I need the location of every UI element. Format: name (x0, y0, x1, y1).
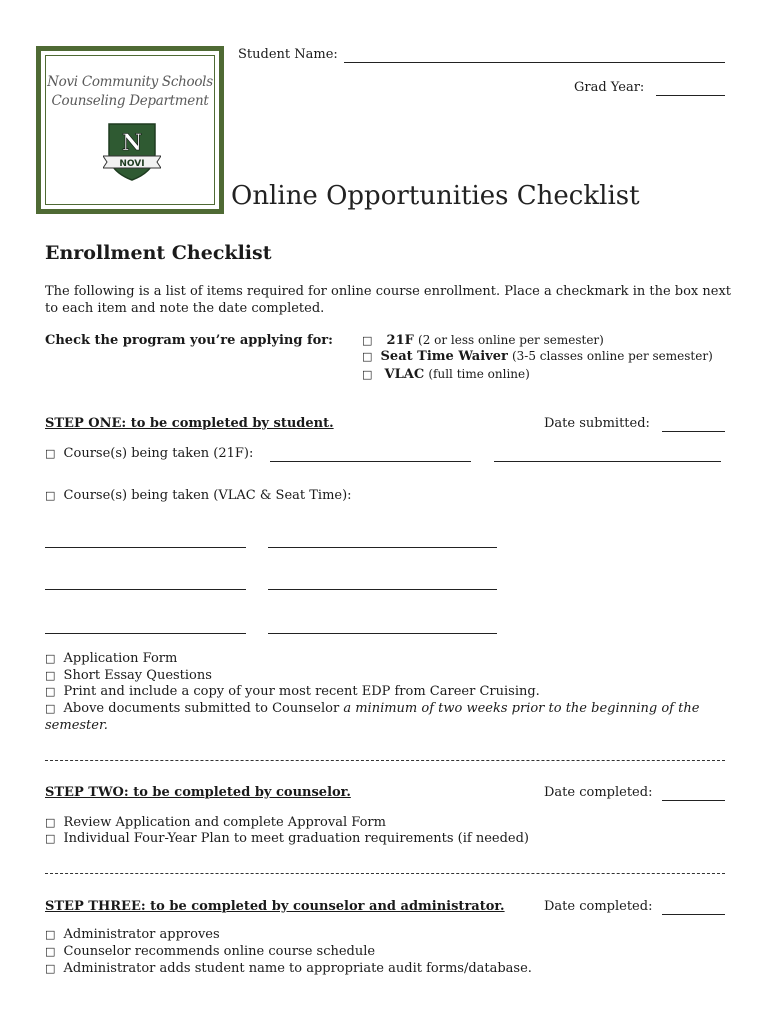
step-three-date-label: Date completed: (544, 899, 653, 914)
checklist-item-label: Application Form (63, 651, 178, 666)
course-line[interactable] (268, 633, 497, 634)
program-option-21f[interactable] (362, 333, 604, 348)
counseling-logo (36, 46, 224, 214)
step-one-date-label: Date submitted: (544, 416, 650, 431)
checklist-item-label: Individual Four-Year Plan to meet graduation requirements (if needed) (63, 831, 529, 846)
courses-vlac-label: Course(s) being taken (VLAC & Seat Time): (63, 488, 352, 503)
course-line[interactable] (45, 547, 246, 548)
checkbox-icon[interactable]: □ (45, 945, 56, 958)
checkbox-icon[interactable]: □ (45, 669, 56, 682)
courses-21f-label: Course(s) being taken (21F): (63, 446, 254, 461)
intro-paragraph: The following is a list of items required for online course enrollment. Place a checkmark in the box next to each item and note the date completed. (45, 284, 732, 316)
checklist-item (45, 684, 540, 699)
school-crest-icon (103, 120, 161, 182)
checkbox-icon[interactable]: □ (362, 334, 373, 347)
program-option-note: (3-5 classes online per semester) (511, 349, 713, 363)
courses-vlac-item (45, 488, 352, 503)
checkbox-icon[interactable]: □ (45, 702, 56, 715)
checklist-item-label: Print and include a copy of your most recent EDP from Career Cruising. (63, 684, 540, 699)
program-option-seat-time[interactable] (362, 349, 713, 364)
page-title: Online Opportunities Checklist (231, 181, 640, 211)
step-two-date-line[interactable] (662, 800, 725, 801)
grad-year-label: Grad Year: (574, 80, 645, 95)
grad-year-line[interactable] (656, 95, 725, 96)
program-option-name: 21F (386, 333, 414, 348)
crest-text: NOVI (119, 159, 145, 169)
program-option-note: (full time online) (428, 367, 530, 381)
checkbox-icon[interactable]: □ (45, 652, 56, 665)
course-line[interactable] (268, 547, 497, 548)
checklist-item-deadline: a minimum of two weeks prior to the beginning of the (343, 701, 700, 716)
course-line[interactable] (494, 461, 721, 462)
step-one-date-line[interactable] (662, 431, 725, 432)
step-three-title: STEP THREE: to be completed by counselor and administrator. (45, 899, 505, 914)
checklist-item-deadline-cont: semester. (45, 718, 108, 733)
checklist-item-label: Administrator adds student name to appropriate audit forms/database. (63, 961, 532, 976)
checklist-item (45, 961, 532, 976)
logo-line-2: Counseling Department (51, 93, 209, 109)
program-option-name: VLAC (384, 367, 425, 382)
section-divider (45, 760, 725, 761)
checkbox-icon[interactable]: □ (45, 489, 56, 502)
checklist-item-label: Administrator approves (63, 927, 220, 942)
student-name-line[interactable] (344, 62, 725, 63)
student-name-label: Student Name: (238, 47, 338, 62)
checklist-item (45, 944, 375, 959)
svg-text:N: N (121, 130, 143, 156)
checkbox-icon[interactable]: □ (362, 368, 373, 381)
course-line[interactable] (45, 589, 246, 590)
program-option-note: (2 or less online per semester) (418, 333, 604, 347)
checkbox-icon[interactable]: □ (362, 350, 373, 363)
checklist-item-label: Review Application and complete Approval Form (63, 815, 386, 830)
course-line[interactable] (270, 461, 471, 462)
checkbox-icon[interactable]: □ (45, 832, 56, 845)
program-option-name: Seat Time Waiver (380, 349, 508, 364)
checklist-item (45, 701, 699, 716)
logo-line-1: Novi Community Schools (47, 74, 213, 90)
checkbox-icon[interactable]: □ (45, 685, 56, 698)
checkbox-icon[interactable]: □ (45, 447, 56, 460)
courses-21f-item (45, 446, 253, 461)
checklist-item (45, 668, 212, 683)
step-three-date-line[interactable] (662, 914, 725, 915)
step-one-title: STEP ONE: to be completed by student. (45, 416, 334, 431)
checkbox-icon[interactable]: □ (45, 816, 56, 829)
checklist-item (45, 815, 386, 830)
section-title: Enrollment Checklist (45, 242, 272, 264)
checkbox-icon[interactable]: □ (45, 928, 56, 941)
checklist-item (45, 651, 177, 666)
section-divider (45, 873, 725, 874)
checklist-item-label: Above documents submitted to Counselor (63, 701, 340, 716)
course-line[interactable] (45, 633, 246, 634)
checklist-item (45, 927, 220, 942)
step-two-date-label: Date completed: (544, 785, 653, 800)
checkbox-icon[interactable]: □ (45, 962, 56, 975)
checklist-item (45, 831, 529, 846)
course-line[interactable] (268, 589, 497, 590)
checklist-item-label: Counselor recommends online course schedule (63, 944, 376, 959)
step-two-title: STEP TWO: to be completed by counselor. (45, 785, 351, 800)
program-label: Check the program you’re applying for: (45, 333, 333, 348)
checklist-item-label: Short Essay Questions (63, 668, 212, 683)
program-option-vlac[interactable] (362, 367, 530, 382)
